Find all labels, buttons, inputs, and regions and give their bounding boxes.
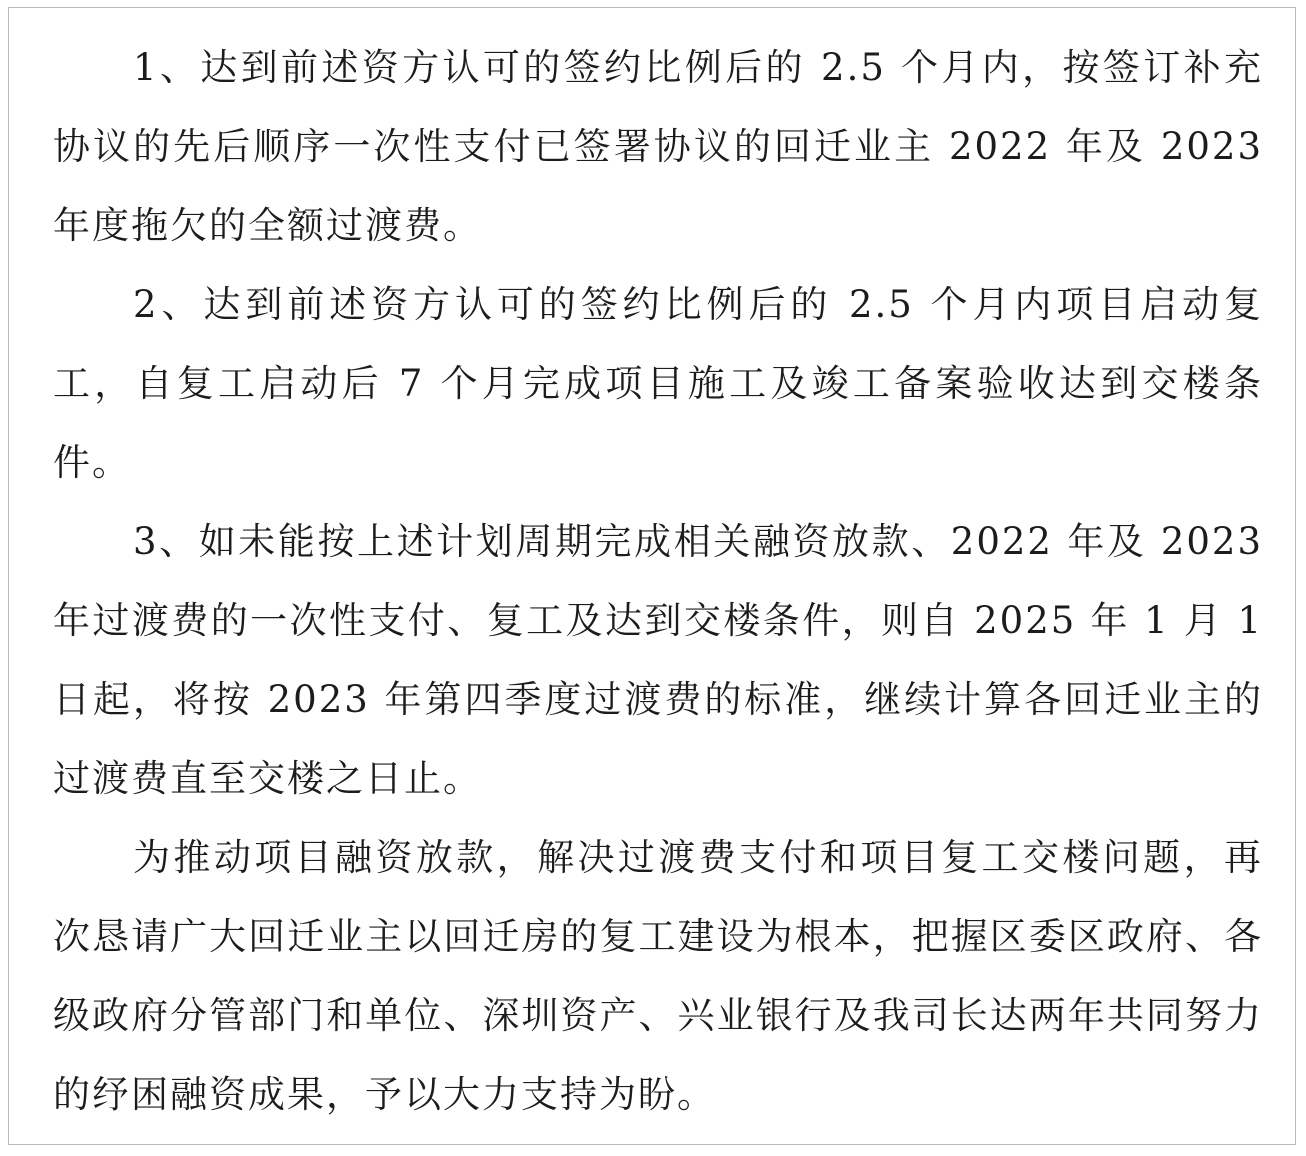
paragraph-item-1: 1、达到前述资方认可的签约比例后的 2.5 个月内，按签订补充协议的先后顺序一次性支付已签署协议的回迁业主 2022 年及 2023 年度拖欠的全额过渡费。 — [53, 46, 1263, 247]
document-frame — [8, 7, 1296, 1145]
document-body — [53, 28, 1263, 1134]
paragraph-closing: 为推动项目融资放款，解决过渡费支付和项目复工交楼问题，再次恳请广大回迁业主以回迁房的复工建设为根本，把握区委区政府、各级政府分管部门和单位、深圳资产、兴业银行及我司长达两年共同努力的纾困融资成果，予以大力支持为盼。 — [53, 836, 1263, 1116]
paragraph-item-3: 3、如未能按上述计划周期完成相关融资放款、2022 年及 2023 年过渡费的一次性支付、复工及达到交楼条件，则自 2025 年 1 月 1 日起，将按 2023 年第四季度过渡费的标准，继续计算各回迁业主的过渡费直至交楼之日止。 — [53, 520, 1263, 800]
paragraph-item-2: 2、达到前述资方认可的签约比例后的 2.5 个月内项目启动复工，自复工启动后 7 个月完成项目施工及竣工备案验收达到交楼条件。 — [53, 283, 1263, 484]
